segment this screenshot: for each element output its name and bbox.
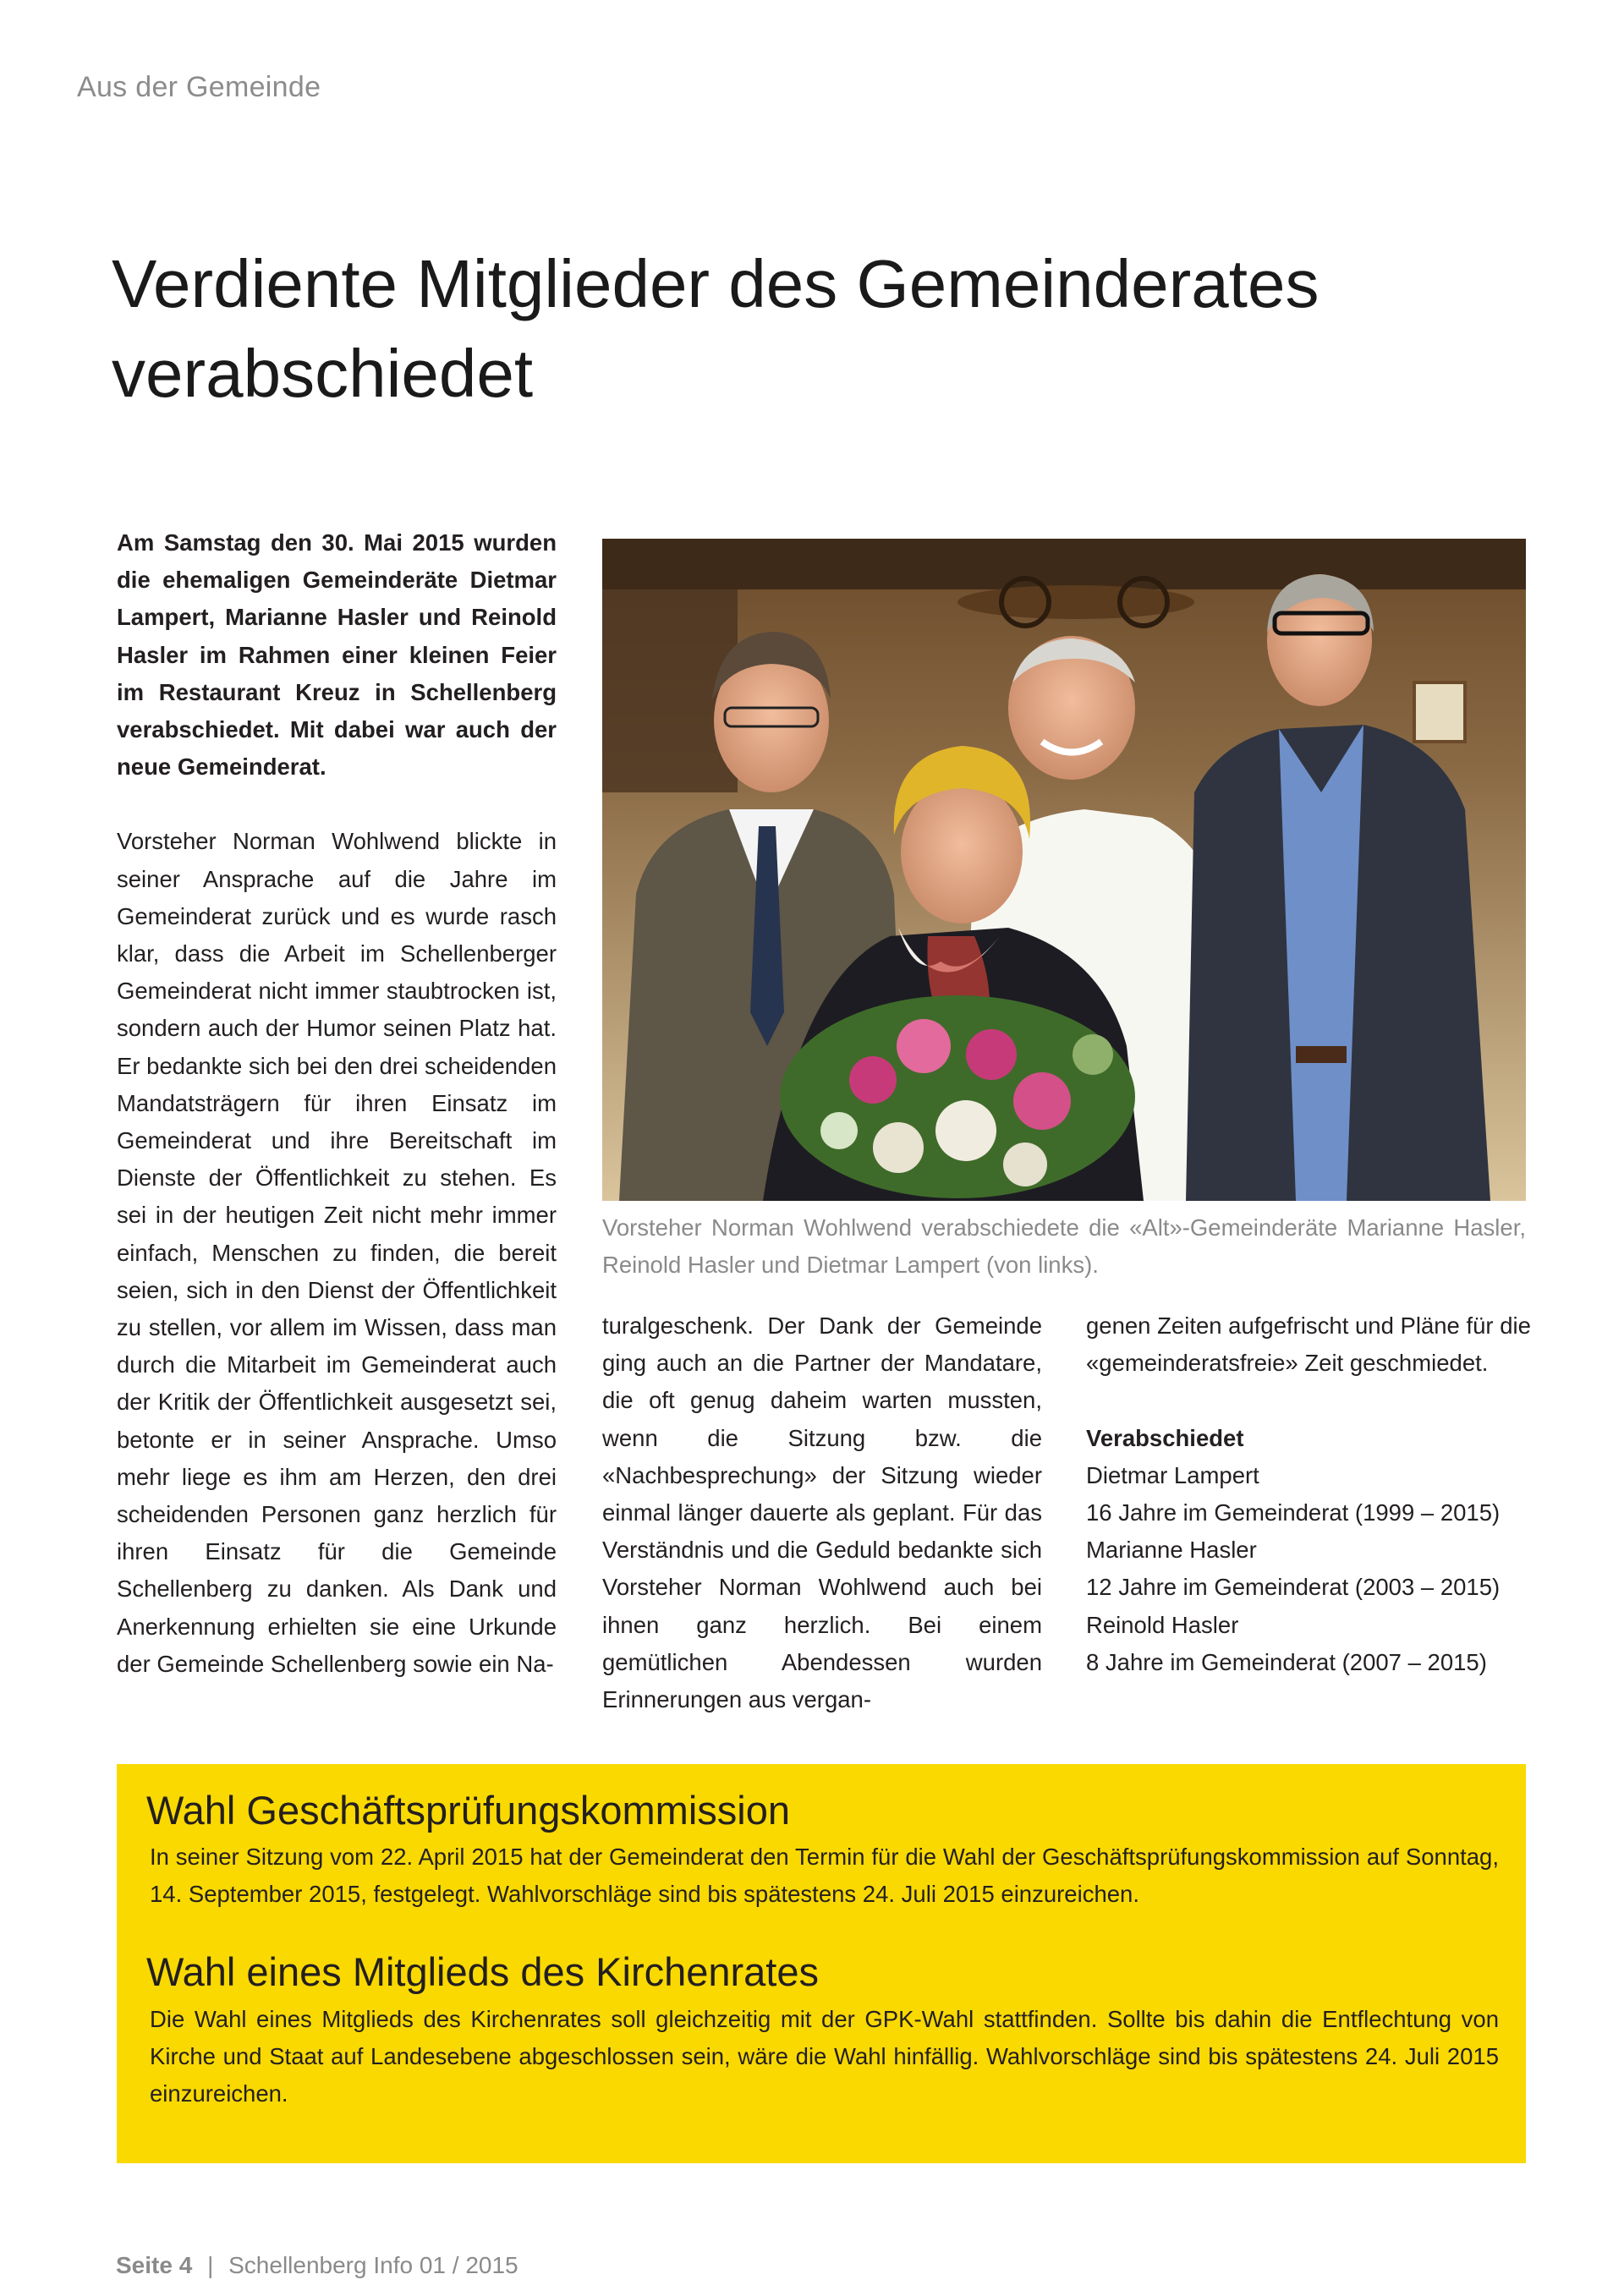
farewell-member-name: Dietmar Lampert bbox=[1086, 1461, 1259, 1488]
footer-separator: | bbox=[207, 2252, 214, 2278]
photo-wheel-ornament bbox=[957, 585, 1194, 619]
farewell-heading: Verabschiedet bbox=[1086, 1424, 1244, 1451]
notice-heading-gpk: Wahl Geschäftsprüfungskommission bbox=[146, 1788, 790, 1833]
publication-name: Schellenberg Info 01 / 2015 bbox=[228, 2252, 518, 2278]
notice-text-gpk: In seiner Sitzung vom 22. April 2015 hat der Gemeinderat den Termin für die Wahl der Geschäftsprüfungskommission auf Sonntag, 14. September 2015, festgelegt. Wahlvorschläge sind bis spätestens 24. Juli 2015 einzureichen. bbox=[150, 1844, 1499, 1907]
farewell-member-term: 16 Jahre im Gemeinderat (1999 – 2015) bbox=[1086, 1499, 1501, 1526]
photo-bouquet bbox=[780, 995, 1135, 1198]
article-body-col1: Vorsteher Norman Wohlwend blickte in seiner Ansprache auf die Jahre im Gemeinderat zurück und es wurde rasch klar, dass die Arbeit im Schellenberger Gemeinderat nicht immer staubtrocken ist, sondern auch der Humor seinen Platz hat. Er bedankte sich bei den drei scheidenden Mandatsträgern für ihren Einsatz im Gemeinderat und ihre Bereitschaft im Dienste der Öffentlichkeit zu stehen. Es sei in der heutigen Zeit nicht mehr immer einfach, Menschen zu finden, die bereit seien, sich in den Dienst der Öffentlichkeit zu stellen, vor allem im Wissen, dass man durch die Mitarbeit im Gemeinderat auch der Kritik der Öffentlichkeit ausgesetzt sei, betonte er in seiner Ansprache. Umso mehr liege es ihm am Herzen, den drei scheidenden Personen ganz herzlich für ihren Einsatz für die Gemeinde Schellenberg zu danken. Als Dank und Anerkennung erhielten sie eine Urkunde der Gemeinde Schellenberg sowie ein Na- bbox=[117, 828, 557, 1677]
article-column-3 bbox=[1086, 1307, 1543, 1681]
farewell-member-name: Marianne Hasler bbox=[1086, 1537, 1257, 1564]
page-number: Seite 4 bbox=[116, 2252, 193, 2278]
section-label: Aus der Gemeinde bbox=[77, 71, 321, 103]
article-column-2 bbox=[602, 1307, 1042, 1718]
notice-text-kirchenrat: Die Wahl eines Mitglieds des Kirchenrates soll gleichzeitig mit der GPK-Wahl stattfinden. Sollte bis dahin die Entflechtung von Kirche und Staat auf Landesebene abgeschlossen sein, wäre die Wahl hinfällig. Wahlvorschläge sind bis spätestens 24. Juli 2015 einzureichen. bbox=[150, 2006, 1499, 2107]
notice-heading-kirchenrat: Wahl eines Mitglieds des Kirchenrates bbox=[146, 1949, 820, 1994]
article-body-col2: turalgeschenk. Der Dank der Gemeinde ging auch an die Partner der Mandatare, die oft genug daheim warten mussten, wenn die Sitzung bzw. die «Nachbesprechung» der Sitzung wieder einmal länger dauerte als geplant. Für das Verständnis und die Geduld bedankte sich Vorsteher Norman Wohlwend auch bei ihnen ganz herzlich. Bei einem gemütlichen Abendessen wurden Erinnerungen aus vergan- bbox=[602, 1312, 1042, 1713]
article-title: Verdiente Mitglieder des Gemeinderates verabschiedet bbox=[112, 246, 1320, 411]
article-lead: Am Samstag den 30. Mai 2015 wurden die ehemaligen Gemeinderäte Dietmar Lampert, Marianne Hasler und Reinold Hasler im Rahmen einer kleinen Feier im Restaurant Kreuz in Schellenberg verabschiedet. Mit dabei war auch der neue Gemeinderat. bbox=[117, 529, 557, 781]
farewell-member-term: 8 Jahre im Gemeinderat (2007 – 2015) bbox=[1086, 1648, 1487, 1675]
article-body-col3: genen Zeiten aufgefrischt und Pläne für die «gemeinderatsfreie» Zeit geschmiedet. bbox=[1086, 1312, 1531, 1377]
article-photo bbox=[602, 539, 1526, 1201]
page-footer bbox=[116, 2252, 518, 2279]
photo-ceiling-beam bbox=[602, 539, 1526, 589]
photo-caption: Vorsteher Norman Wohlwend verabschiedete die «Alt»-Gemeinderäte Marianne Hasler, Reinold Hasler und Dietmar Lampert (von links). bbox=[602, 1214, 1526, 1278]
article-column-1 bbox=[117, 524, 557, 1683]
farewell-member-term: 12 Jahre im Gemeinderat (2003 – 2015) bbox=[1086, 1574, 1501, 1601]
photo-wood-panel bbox=[602, 589, 738, 792]
farewell-member-name: Reinold Hasler bbox=[1086, 1611, 1239, 1638]
